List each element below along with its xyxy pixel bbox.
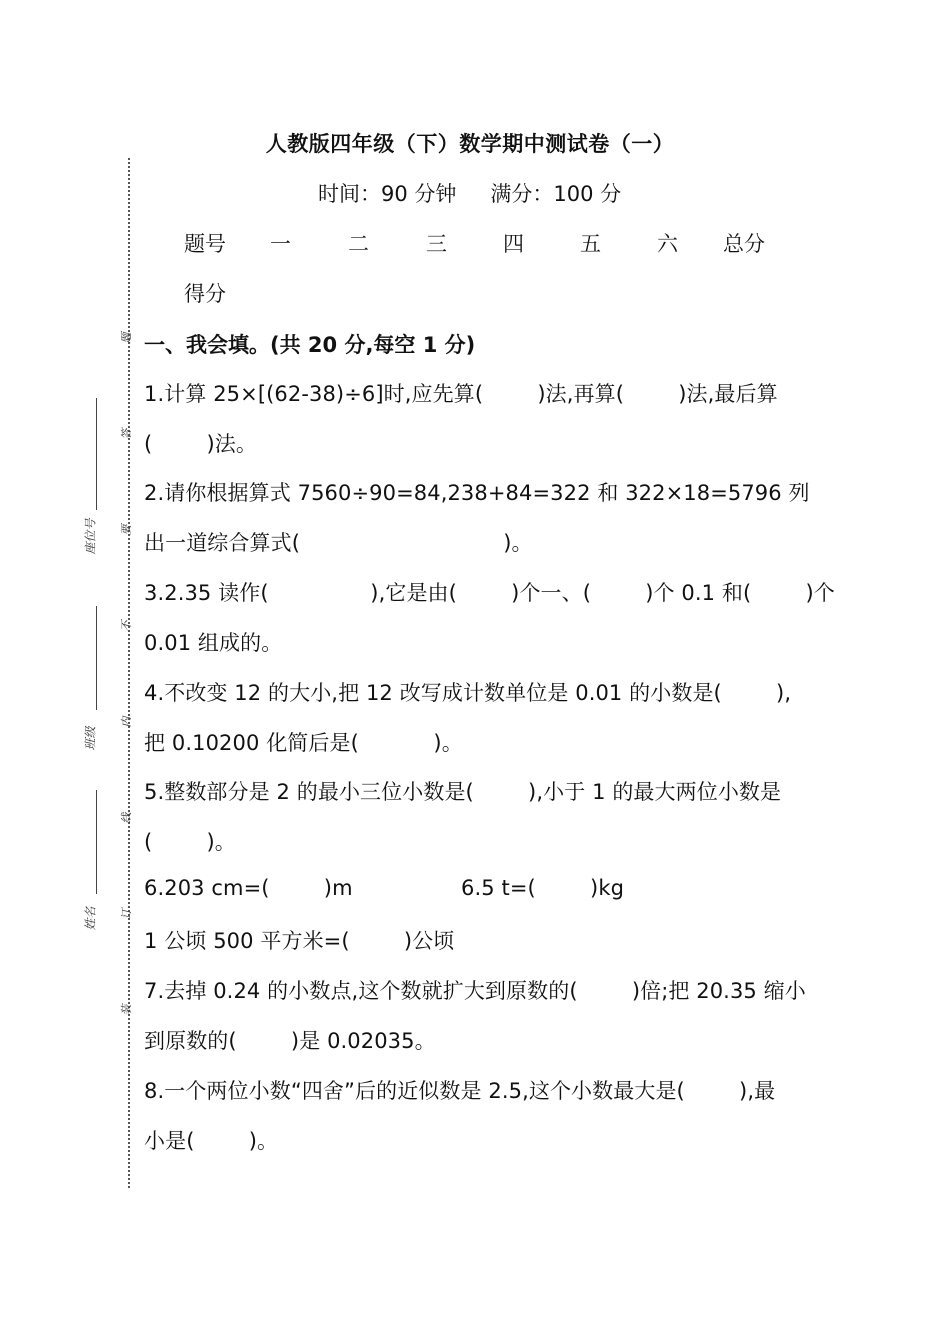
- question-line: 2.请你根据算式 7560÷90=84,238+84=322 和 322×18=5796 列: [144, 481, 810, 505]
- class-blank[interactable]: [96, 606, 97, 710]
- fold-char: 内: [120, 716, 133, 728]
- score-table-score-label: 得分: [184, 282, 226, 306]
- question-line: 出一道综合算式( )。: [144, 531, 533, 555]
- score-table-column: 二: [348, 232, 369, 256]
- question-line: ( )法。: [144, 432, 257, 456]
- fold-char: 答: [120, 428, 133, 440]
- fold-char: 要: [120, 524, 133, 536]
- question-line: 到原数的( )是 0.02035。: [144, 1029, 436, 1053]
- question-line: 1.计算 25×[(62-38)÷6]时,应先算( )法,再算( )法,最后算: [144, 382, 778, 406]
- score-label: 满分：100 分: [490, 182, 622, 206]
- fold-char: 订: [120, 908, 133, 920]
- seat-number-label: 座位号: [83, 518, 98, 555]
- question-line: 8.一个两位小数“四舍”后的近似数是 2.5,这个小数最大是( ),最: [144, 1079, 776, 1103]
- score-table-column: 五: [580, 232, 601, 256]
- question-line: 6.203 cm=( )m 6.5 t=( )kg: [144, 876, 625, 900]
- score-table-column: 四: [503, 232, 524, 256]
- question-line: 4.不改变 12 的大小,把 12 改写成计数单位是 0.01 的小数是( ),: [144, 681, 792, 705]
- fold-char: 线: [120, 812, 133, 824]
- question-line: 1 公顷 500 平方米=( )公顷: [144, 929, 455, 953]
- time-label: 时间：90 分钟: [318, 182, 457, 206]
- score-table-column: 三: [426, 232, 447, 256]
- fold-char: 不: [120, 620, 133, 632]
- score-table-header-label: 题号: [184, 232, 226, 256]
- fold-char: 题: [120, 332, 133, 344]
- question-line: 小是( )。: [144, 1129, 279, 1153]
- score-table-column: 六: [657, 232, 678, 256]
- class-label: 班级: [83, 726, 98, 751]
- question-line: ( )。: [144, 830, 236, 854]
- exam-meta: [318, 178, 621, 208]
- score-table-column: 总分: [723, 232, 765, 256]
- question-line: 7.去掉 0.24 的小数点,这个数就扩大到原数的( )倍;把 20.35 缩小: [144, 979, 806, 1003]
- score-table-column: 一: [270, 232, 291, 256]
- name-label: 姓名: [83, 906, 98, 931]
- name-blank[interactable]: [96, 790, 97, 894]
- exam-title: 人教版四年级（下）数学期中测试卷（一）: [265, 132, 675, 156]
- question-line: 把 0.10200 化简后是( )。: [144, 731, 463, 755]
- question-line: 3.2.35 读作( ),它是由( )个一、( )个 0.1 和( )个: [144, 581, 835, 605]
- seat-number-blank[interactable]: [96, 398, 97, 510]
- question-line: 0.01 组成的。: [144, 631, 283, 655]
- fold-char: 装: [120, 1004, 133, 1016]
- section-1-heading: 一、我会填。(共 20 分,每空 1 分): [144, 333, 476, 357]
- question-line: 5.整数部分是 2 的最小三位小数是( ),小于 1 的最大两位小数是: [144, 780, 782, 804]
- fold-dotted-line: [128, 158, 132, 1188]
